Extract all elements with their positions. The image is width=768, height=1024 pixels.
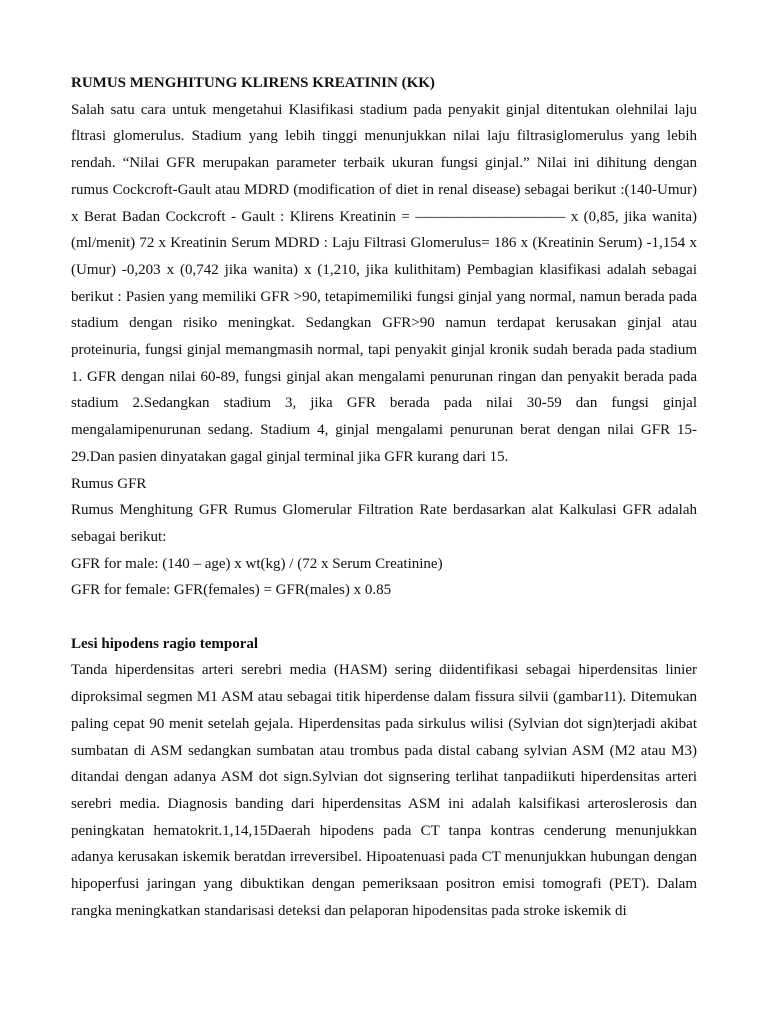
formula-male: GFR for male: (140 – age) x wt(kg) / (72 x Serum Creatinine): [71, 555, 443, 572]
paragraph-lesi: Tanda hiperdensitas arteri serebri media (HASM) sering diidentifikasi sebagai hiperdensitas linier diproksimal segmen M1 ASM atau sebagai titik hiperdense dalam fissura silvii (gambar11). Ditemukan paling cepat 90 menit setelah gejala. Hiperdensitas pada sirkulus wilisi (Sylvian dot sign)terjadi akibat sumbatan di ASM sedangkan sumbatan atau trombus pada distal cabang sylvian ASM (M2 atau M3) ditandai dengan adanya ASM dot sign.Sylvian dot signsering terlihat tanpadiikuti hiperdensitas arteri serebri media. Diagnosis banding dari hiperdensitas ASM ini adalah kalsifikasi arteroslerosis dan peningkatan hematokrit.1,14,15Daerah hipodens pada CT tanpa kontras cenderung menunjukkan adanya kerusakan iskemik beratdan irreversibel. Hipoatenuasi pada CT menunjukkan hubungan dengan hipoperfusi jaringan yang dibuktikan dengan pemeriksaan positron emisi tomografi (PET). Dalam rangka meningkatkan standarisasi deteksi dan pelaporan hipodensitas pada stroke iskemik di: [71, 662, 697, 919]
section-heading-klirens: RUMUS MENGHITUNG KLIRENS KREATININ (KK): [71, 75, 435, 91]
section-spacer: [71, 604, 697, 631]
paragraph-rumus-gfr: Rumus Menghitung GFR Rumus Glomerular Filtration Rate berdasarkan alat Kalkulasi GFR adalah sebagai berikut:: [71, 502, 697, 545]
section-title-rumus-gfr: Rumus GFR: [71, 475, 147, 492]
formula-female: GFR for female: GFR(females) = GFR(males) x 0.85: [71, 582, 392, 599]
section-heading-lesi: Lesi hipodens ragio temporal: [71, 635, 259, 652]
paragraph-klirens: Salah satu cara untuk mengetahui Klasifikasi stadium pada penyakit ginjal ditentukan olehnilai laju fltrasi glomerulus. Stadium yang lebih tinggi menunjukkan nilai laju filtrasiglomerulus yang lebih rendah. “Nilai GFR merupakan parameter terbaik ukuran fungsi ginjal.” Nilai ini dihitung dengan rumus Cockcroft-Gault atau MDRD (modification of diet in renal disease) sebagai berikut :(140-Umur) x Berat Badan Cockcroft - Gault : Klirens Kreatinin = —————————— x (0,85, jika wanita) (ml/menit) 72 x Kreatinin Serum MDRD : Laju Filtrasi Glomerulus= 186 x (Kreatinin Serum) -1,154 x (Umur) -0,203 x (0,742 jika wanita) x (1,210, jika kulithitam) Pembagian klasifikasi adalah sebagai berikut : Pasien yang memiliki GFR >90, tetapimemiliki fungsi ginjal yang normal, namun berada pada stadium dengan risiko meningkat. Sedangkan GFR>90 namun terdapat kerusakan ginjal atau proteinuria, fungsi ginjal memangmasih normal, tapi penyakit ginjal kronik sudah berada pada stadium 1. GFR dengan nilai 60-89, fungsi ginjal akan mengalami penurunan ringan dan penyakit berada pada stadium 2.Sedangkan stadium 3, jika GFR berada pada nilai 30-59 dan fungsi ginjal mengalamipenurunan sedang. Stadium 4, ginjal mengalami penurunan berat dengan nilai GFR 15-29.Dan pasien dinyatakan gagal ginjal terminal jika GFR kurang dari 15.: [71, 101, 697, 465]
